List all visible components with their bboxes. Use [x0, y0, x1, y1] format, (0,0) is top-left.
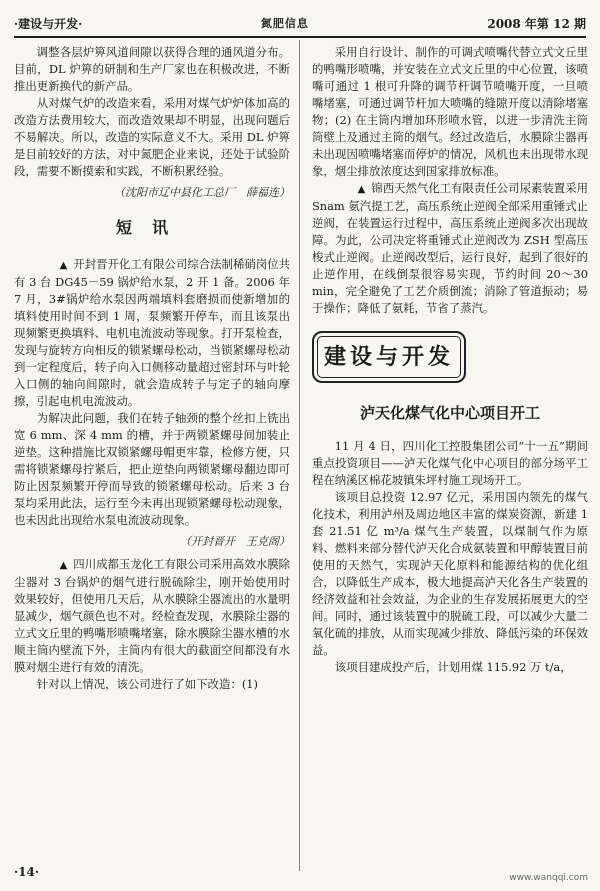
paragraph: 采用自行设计、制作的可调式喷嘴代替立式文丘里的鸭嘴形喷嘴，并安装在立式文丘里的中心位置，该喷嘴可通过 1 根可升降的调节杆调节喷嘴开度，一旦喷嘴堵塞，可通过调节杆加大喷嘴的缝隙开度以清除堵塞物；(2) 在主筒内增加环形喷水管，以进一步清洗主筒筒壁上及通过主筒的烟气。经过改造后，水膜除尘器再未出现因喷嘴堵塞而停炉的情况，风机也未出现带水现象，烟尘排放浓度达到国家排放标准。 — [312, 45, 588, 178]
news-item: ▲ 开封晋开化工有限公司综合法制稀硝岗位共有 3 台 DG45－59 锅炉给水泵，2 开 1 备。2006 年 7 月，3#锅炉给水泵因两端填料套磨损而使新增加的填料使用时间不到 1 周，泵频繁开停车，而且该泵出现频繁更换填料、电机电流波动等现象。打开泵检查，发现与旋转方向相反的锁紧螺母松动，当锁紧螺母松动到一定程度后，转子向入口侧移动量超过密封环与叶轮入口侧的轴向间隙时，就会造成转子与定子的轴向摩擦，引起电机电流波动。 — [14, 257, 290, 408]
column-divider — [299, 40, 300, 871]
triangle-bullet-icon: ▲ — [357, 184, 366, 195]
paragraph: 针对以上情况，该公司进行了如下改造：(1) — [36, 677, 258, 691]
section-banner: 建设与开发 — [312, 331, 466, 383]
news-item: ▲ 锦西天然气化工有限责任公司尿素装置采用 Snam 氨汽提工艺，高压系统止逆阀全部采用重锤式止逆阀，在装置运行过程中，高压系统止逆阀多次出现故障。为此，公司决定将重锤式止逆阀改为 ZSH 型高压梭式止逆阀。止逆阀改型后，运行良好，起到了很好的止逆作用，在线倒泵很容易实现，节约时间 20～30 min，完全避免了工艺介质倒流；消除了管道振动；易于操作；降低了氨耗，节省了蒸汽。 — [312, 181, 588, 315]
triangle-bullet-icon: ▲ — [59, 560, 68, 571]
news-item: ▲ 四川成都玉龙化工有限公司采用高效水膜除尘器对 3 台锅炉的烟气进行脱硫除尘，刚开始使用时效果较好，但使用几天后，从水膜除尘器流出的水量明显减少，烟气颜色也不对。经检查发现，水膜除尘器的立式文丘里的鸭嘴形喷嘴堵塞，除水膜除尘器水槽的水顺主筒内壁流下外，主筒内有很大的截面空间都没有水膜对烟尘进行有效的清洗。 — [14, 557, 290, 674]
header-journal-name: 氮肥信息 — [260, 17, 309, 30]
page-header — [14, 10, 586, 38]
author-signature: （开封晋开 王克阁） — [180, 535, 290, 548]
paragraph: 该项目总投资 12.97 亿元，采用国内领先的煤气化技术，利用泸州及周边地区丰富的煤炭资源，新建 1 套 21.51 亿 m³/a 煤气生产装置，以煤制气作为原料、燃料来部分替代泸天化合成氨装置和甲醇装置目前使用的天然气，实现泸天化原料和能源结构的优化组合，以降低生产成本，极大地提高泸天化各生产装置的经济效益和社会效益，为企业的生存发展拓展更大的空间。同时，通过该装置中的脱硫工段，可以减少大量二氧化硫的排放，从而实现减少排放、降低污染的环保效益。 — [312, 490, 588, 657]
section-title-short-news: 短讯 — [115, 218, 188, 237]
right-column — [312, 44, 588, 676]
header-issue: 2008 年第 12 期 — [487, 16, 586, 31]
paragraph: 为解决此问题，我们在转子轴颈的整个丝扣上铣出宽 6 mm、深 4 mm 的槽，并于两锁紧螺母间加装止逆垫。这种措施比双锁紧螺母帽更牢靠，检修方便，只需将锁紧螺母拧紧后，把止逆垫向两锁紧螺母翻边即可防止因泵频繁开停而导致的锁紧螺母松动。后来 3 台泵均采用此法，运行至今未再出现锁紧螺母松动现象，也未因此出现给水泵电流波动现象。 — [14, 411, 290, 527]
watermark-url: www.wanqqi.com — [509, 873, 588, 883]
page-number: ·14· — [14, 865, 40, 879]
paragraph: 调整各层炉箅风道间隙以获得合理的通风道分布。目前，DL 炉箅的研制和生产厂家也在积极改进，不断推出更新换代的新产品。 — [14, 45, 290, 93]
paragraph: 从对煤气炉的改造来看，采用对煤气炉炉体加高的改造方法费用较大，而改造效果却不明显，出现问题后不易解决。所以，改造的实际意义不大。采用 DL 炉箅是目前较好的方法，对中氮肥企业来说，还处于试验阶段，需要不断摸索和实践，不断积累经验。 — [14, 96, 290, 178]
article-title: 泸天化煤气化中心项目开工 — [359, 404, 540, 422]
left-column — [14, 44, 290, 693]
header-section-label: ·建设与开发· — [14, 16, 83, 31]
paragraph: 11 月 4 日，四川化工控股集团公司“十一五”期间重点投资项目——泸天化煤气化中心项目的部分场平工程在纳溪区棉花坡镇朱坪村施工现场开工。 — [312, 439, 588, 487]
triangle-bullet-icon: ▲ — [59, 260, 68, 271]
author-signature: （沈阳市辽中县化工总厂 薛福连） — [114, 186, 290, 199]
paragraph: 该项目建成投产后，计划用煤 115.92 万 t/a， — [334, 660, 572, 674]
